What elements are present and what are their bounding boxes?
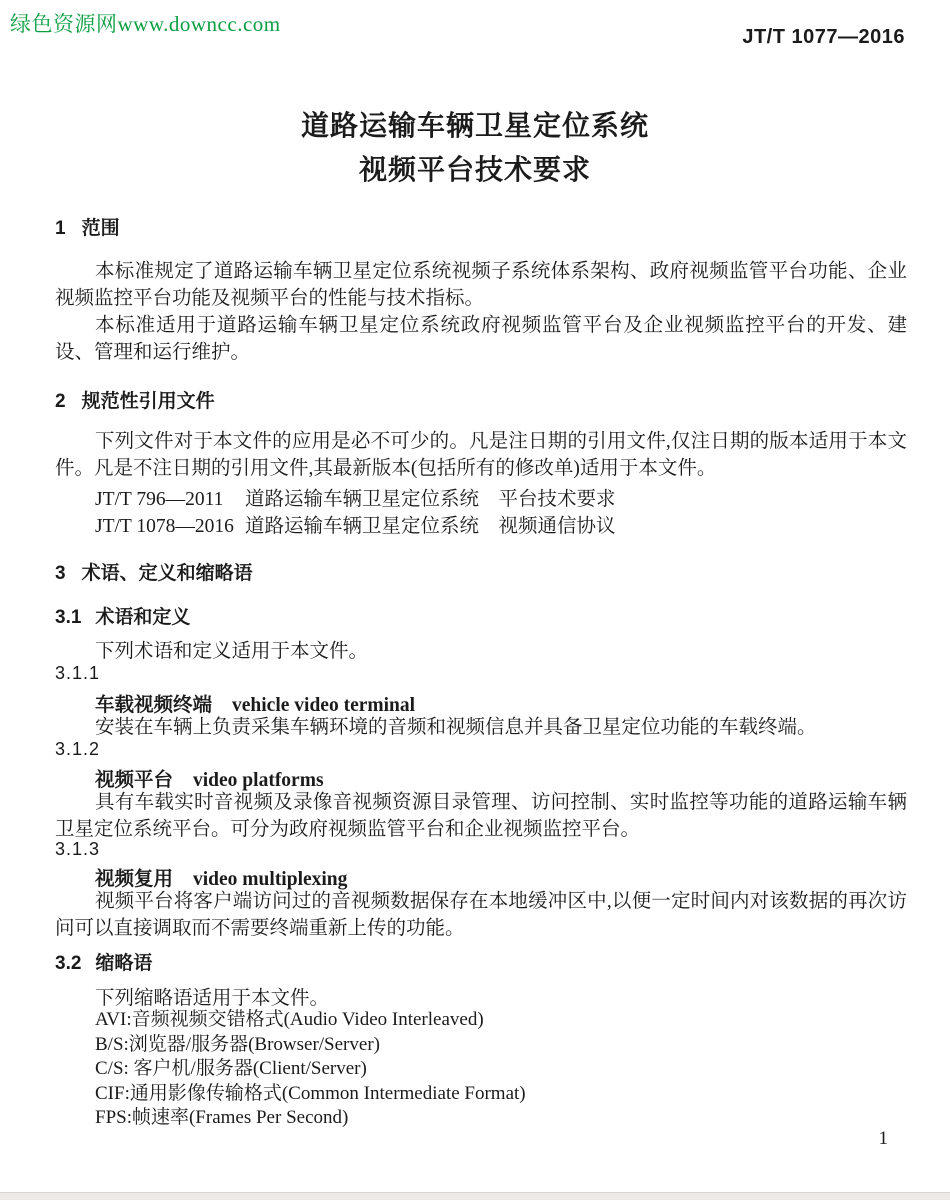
normative-reference-1 bbox=[95, 483, 616, 511]
section-3-2-intro: 下列缩略语适用于本文件。 bbox=[95, 988, 330, 1009]
section-2-number: 2 bbox=[55, 391, 66, 412]
section-3-heading bbox=[55, 558, 253, 585]
term-3-definition: 视频平台将客户端访问过的音视频数据保存在本地缓冲区中,以便一定时间内对该数据的再次访问可以直接调取而不需要终端重新上传的功能。 bbox=[55, 891, 907, 939]
document-title-line2: 视频平台技术要求 bbox=[358, 154, 591, 185]
section-3-1-number: 3.1 bbox=[55, 607, 82, 628]
section-3-2-title: 缩略语 bbox=[95, 953, 153, 974]
term-1-number: 3.1.1 bbox=[55, 663, 101, 683]
abbreviation-bs: B/S:浏览器/服务器(Browser/Server) bbox=[95, 1033, 380, 1055]
term-2-number: 3.1.2 bbox=[55, 739, 101, 759]
term-1-english: vehicle video terminal bbox=[232, 695, 416, 716]
section-1-paragraph-2: 本标准适用于道路运输车辆卫星定位系统政府视频监管平台及企业视频监控平台的开发、建设、管理和运行维护。 bbox=[55, 315, 907, 363]
reference-1-title: 道路运输车辆卫星定位系统 平台技术要求 bbox=[245, 489, 616, 510]
section-1-paragraph-1: 本标准规定了道路运输车辆卫星定位系统视频子系统体系架构、政府视频监管平台功能、企业视频监控平台功能及视频平台的性能与技术指标。 bbox=[55, 261, 907, 309]
standard-number: JT/T 1077—2016 bbox=[742, 26, 905, 48]
term-1-heading bbox=[95, 689, 415, 717]
section-3-title: 术语、定义和缩略语 bbox=[81, 563, 253, 584]
abbreviation-cs: C/S: 客户机/服务器(Client/Server) bbox=[95, 1058, 367, 1079]
section-2-heading bbox=[55, 386, 215, 413]
abbreviation-list bbox=[95, 1008, 526, 1131]
term-3-heading bbox=[95, 863, 347, 891]
reference-1-code: JT/T 796—2011 bbox=[95, 489, 224, 510]
abbreviation-avi: AVI:音频视频交错格式(Audio Video Interleaved) bbox=[95, 1009, 484, 1030]
section-3-1-intro: 下列术语和定义适用于本文件。 bbox=[95, 641, 369, 662]
reference-2-code: JT/T 1078—2016 bbox=[95, 516, 234, 537]
term-2-definition: 具有车载实时音视频及录像音视频资源目录管理、访问控制、实时监控等功能的道路运输车辆卫星定位系统平台。可分为政府视频监管平台和企业视频监控平台。 bbox=[55, 792, 907, 840]
section-3-2-number: 3.2 bbox=[55, 953, 82, 974]
term-3-chinese: 视频复用 bbox=[95, 869, 174, 890]
section-1-number: 1 bbox=[55, 218, 66, 239]
term-1-definition: 安装在车辆上负责采集车辆环境的音频和视频信息并具备卫星定位功能的车载终端。 bbox=[95, 717, 817, 738]
term-3-number: 3.1.3 bbox=[55, 839, 101, 859]
page-bottom-edge bbox=[0, 1192, 950, 1200]
section-1-title: 范围 bbox=[81, 218, 120, 239]
watermark-text: 绿色资源网www.downcc.com bbox=[10, 12, 281, 36]
reference-2-title: 道路运输车辆卫星定位系统 视频通信协议 bbox=[245, 516, 616, 537]
term-2-english: video platforms bbox=[193, 770, 324, 791]
section-3-1-heading bbox=[55, 602, 190, 629]
term-2-heading bbox=[95, 764, 324, 792]
term-3-english: video multiplexing bbox=[193, 869, 348, 890]
section-3-2-heading bbox=[55, 948, 152, 975]
section-2-title: 规范性引用文件 bbox=[81, 391, 215, 412]
section-3-number: 3 bbox=[55, 563, 66, 584]
normative-reference-2 bbox=[95, 510, 616, 538]
page-number: 1 bbox=[878, 1128, 888, 1149]
document-title-line1: 道路运输车辆卫星定位系统 bbox=[300, 110, 649, 141]
section-1-heading bbox=[55, 213, 120, 240]
section-3-1-title: 术语和定义 bbox=[95, 607, 191, 628]
section-2-paragraph-1: 下列文件对于本文件的应用是必不可少的。凡是注日期的引用文件,仅注日期的版本适用于本文件。凡是不注日期的引用文件,其最新版本(包括所有的修改单)适用于本文件。 bbox=[55, 431, 907, 479]
abbreviation-cif: CIF:通用影像传输格式(Common Intermediate Format) bbox=[95, 1082, 526, 1104]
term-1-chinese: 车载视频终端 bbox=[95, 695, 213, 716]
term-2-chinese: 视频平台 bbox=[95, 770, 174, 791]
abbreviation-fps: FPS:帧速率(Frames Per Second) bbox=[95, 1107, 349, 1128]
